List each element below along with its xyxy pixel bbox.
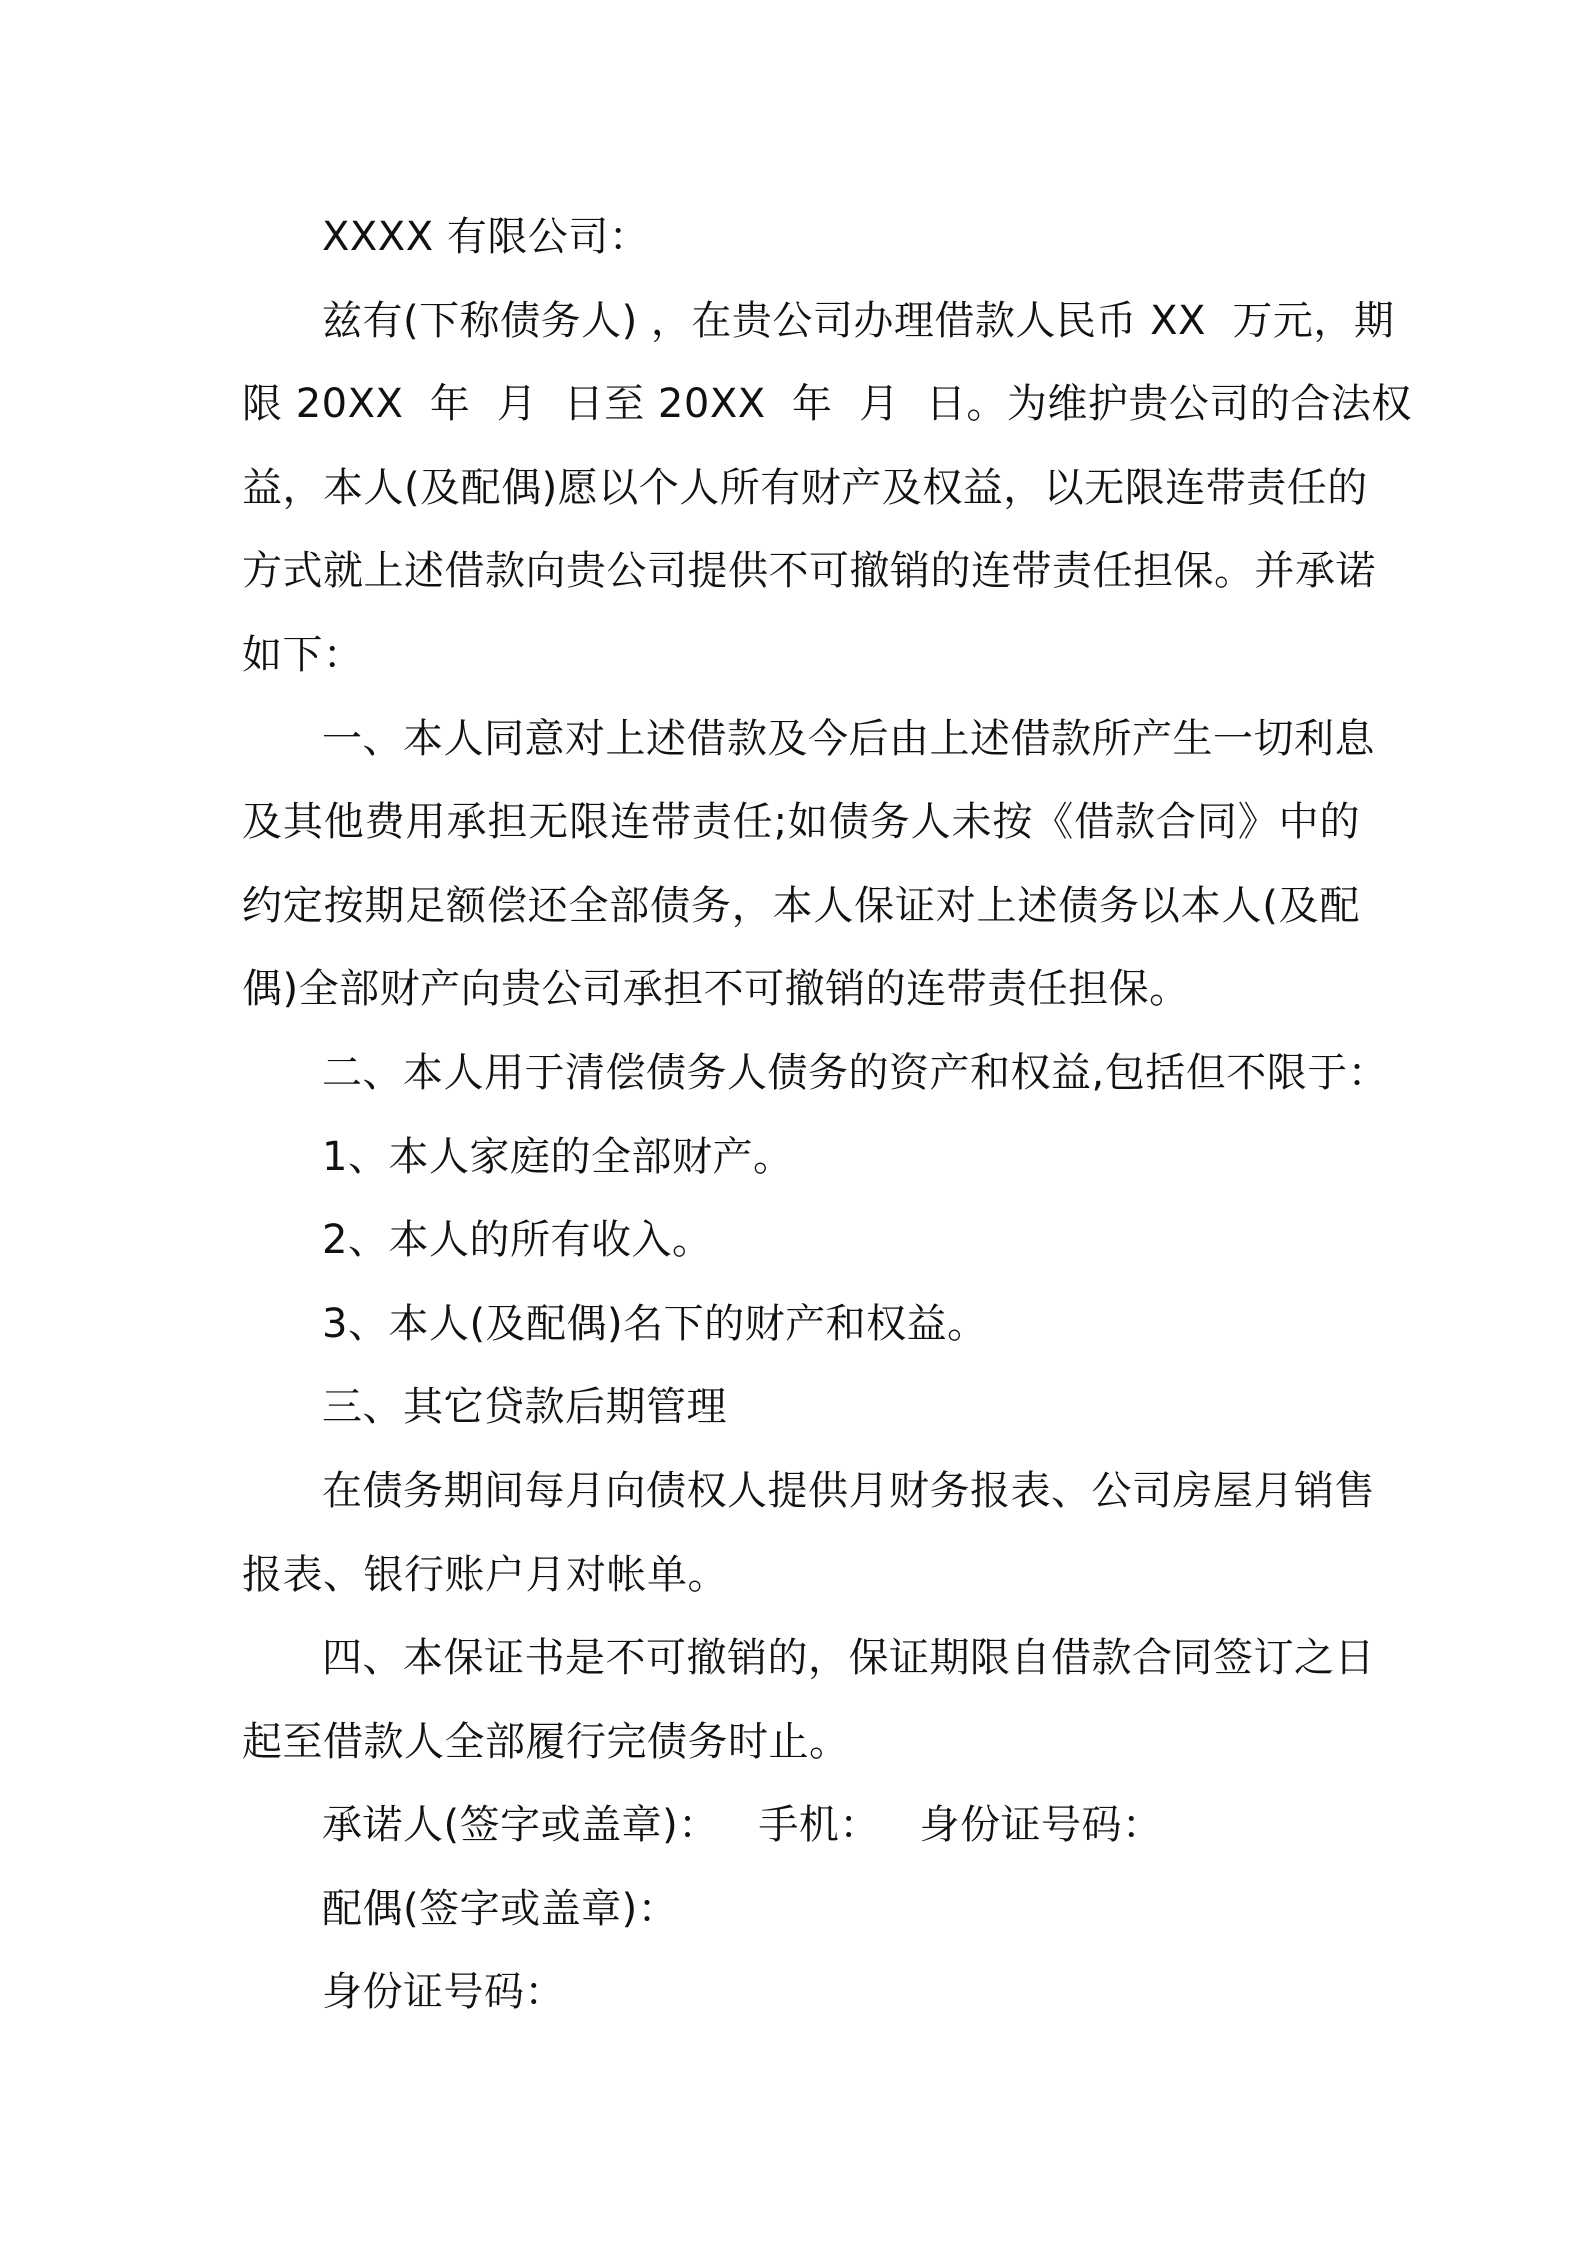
clause-three-body-line: 报表、银行账户月对帐单。 — [242, 1551, 728, 1598]
id-number-line: 身份证号码： — [322, 1969, 565, 2016]
clause-four-line: 四、本保证书是不可撤销的，保证期限自借款合同签订之日 — [322, 1635, 1375, 1682]
clause-two-item-1: 1、本人家庭的全部财产。 — [322, 1133, 794, 1180]
clause-two-item-3: 3、本人(及配偶)名下的财产和权益。 — [322, 1300, 988, 1347]
intro-paragraph-line: 兹有(下称债务人) ，在贵公司办理借款人民币 XX 万元，期 — [322, 297, 1395, 344]
clause-two-item-2: 2、本人的所有收入。 — [322, 1217, 713, 1264]
clause-one-line: 偶)全部财产向贵公司承担不可撤销的连带责任担保。 — [242, 966, 1190, 1013]
clause-four-line: 起至借款人全部履行完债务时止。 — [242, 1718, 850, 1765]
guarantee-letter-body — [242, 196, 1412, 2035]
intro-paragraph-line: 限 20XX 年 月 日至 20XX 年 月 日。为维护贵公司的合法权 — [242, 381, 1412, 428]
addressee-line: XXXX 有限公司： — [322, 214, 650, 260]
intro-paragraph-line: 益，本人(及配偶)愿以个人所有财产及权益，以无限连带责任的 — [242, 464, 1368, 511]
clause-two-heading: 二、本人用于清偿债务人债务的资产和权益,包括但不限于： — [322, 1049, 1389, 1096]
clause-three-heading: 三、其它贷款后期管理 — [322, 1384, 727, 1431]
clause-one-line: 约定按期足额偿还全部债务，本人保证对上述债务以本人(及配 — [242, 882, 1360, 929]
clause-one-line: 一、本人同意对上述借款及今后由上述借款所产生一切利息 — [322, 715, 1375, 762]
clause-three-body-line: 在债务期间每月向债权人提供月财务报表、公司房屋月销售 — [322, 1467, 1375, 1514]
guarantor-signature-line: 承诺人(签字或盖章)： 手机： 身份证号码： — [322, 1802, 1163, 1849]
spouse-signature-line: 配偶(签字或盖章)： — [322, 1885, 679, 1932]
intro-paragraph-line: 如下： — [242, 631, 364, 678]
clause-one-line: 及其他费用承担无限连带责任;如债务人未按《借款合同》中的 — [242, 799, 1360, 846]
intro-paragraph-line: 方式就上述借款向贵公司提供不可撤销的连带责任担保。并承诺 — [242, 548, 1376, 595]
